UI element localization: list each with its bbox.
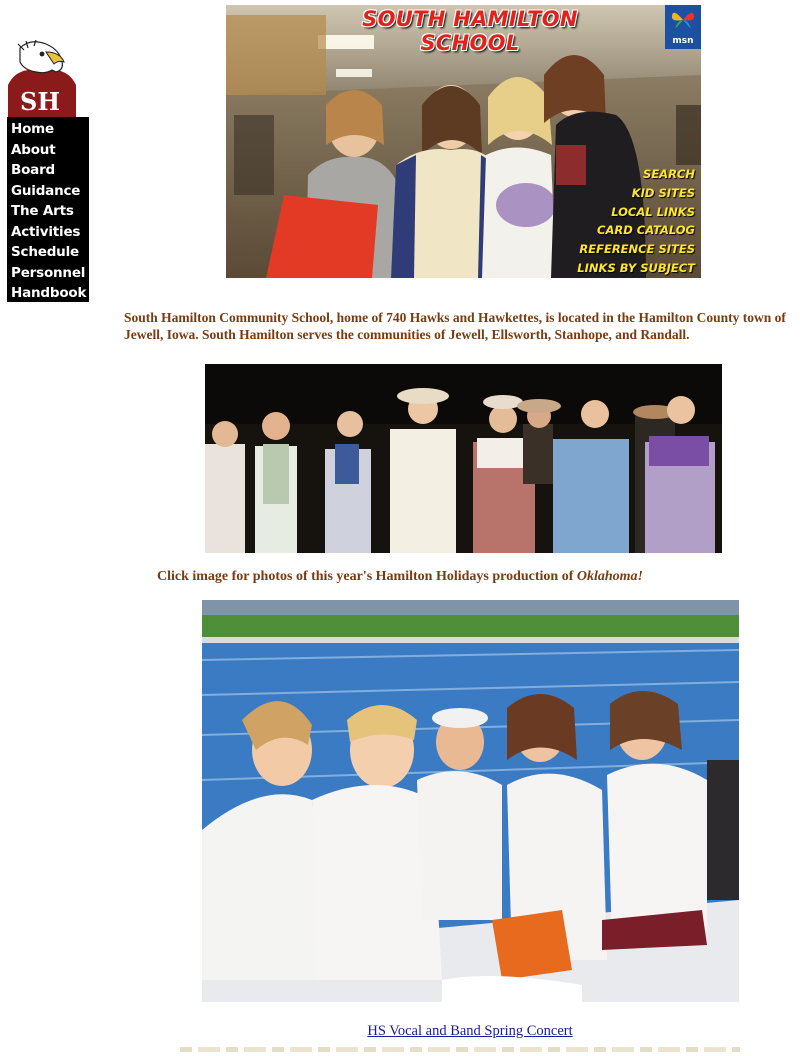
msn-butterfly-icon <box>671 8 695 32</box>
main-nav <box>7 117 89 302</box>
banner-link-card-catalog[interactable]: CARD CATALOG <box>597 223 695 238</box>
nav-board-link[interactable]: Board <box>11 162 55 178</box>
banner-link-links-by-subject[interactable]: LINKS BY SUBJECT <box>577 260 695 275</box>
nav-activities-link[interactable]: Activities <box>11 223 81 240</box>
nav-schedule-link[interactable]: Schedule <box>11 244 79 260</box>
msn-label: msn <box>672 36 694 46</box>
track-photo-illustration <box>202 600 739 1002</box>
msn-badge[interactable] <box>665 5 701 49</box>
oklahoma-cast-photo <box>205 364 722 553</box>
intro-paragraph: South Hamilton Community School, home of 740 Hawks and Hawkettes, is located in the Hamilton County town of Jewell, Iowa. South Hamilton serves the communities of Jewell, Ellsworth, Stanhope, and Randall. <box>124 309 786 342</box>
caption-show-title: Oklahoma! <box>576 569 643 584</box>
banner-image <box>226 5 701 278</box>
banner-link-kid-sites[interactable]: KID SITES <box>631 185 695 200</box>
footer-ticker-strip <box>180 1047 740 1052</box>
spring-concert-link[interactable]: HS Vocal and Band Spring Concert <box>367 1023 573 1039</box>
nav-personnel-link[interactable]: Personnel <box>11 264 86 281</box>
banner-link-search[interactable]: SEARCH <box>643 167 695 181</box>
banner-link-reference-sites[interactable]: REFERENCE SITES <box>579 242 695 257</box>
track-team-photo <box>202 600 739 1002</box>
nav-about-link[interactable]: About <box>11 141 56 158</box>
nav-handbook-link[interactable]: Handbook <box>11 285 87 301</box>
nav-guidance-link[interactable]: Guidance <box>11 182 81 199</box>
oklahoma-photo-link[interactable] <box>205 364 722 553</box>
hawk-mascot-logo[interactable] <box>6 40 78 118</box>
caption-text: Click image for photos of this year's Hamilton Holidays production of <box>156 569 577 584</box>
banner-link-list <box>577 165 695 278</box>
svg-text:SH: SH <box>20 87 61 116</box>
nav-home-link[interactable]: Home <box>11 121 54 137</box>
nav-the-arts-link[interactable]: The Arts <box>11 203 74 219</box>
oklahoma-caption <box>0 569 800 585</box>
banner-link-local-links[interactable]: LOCAL LINKS <box>611 204 695 219</box>
banner-title: SOUTH HAMILTON SCHOOL <box>362 7 578 55</box>
